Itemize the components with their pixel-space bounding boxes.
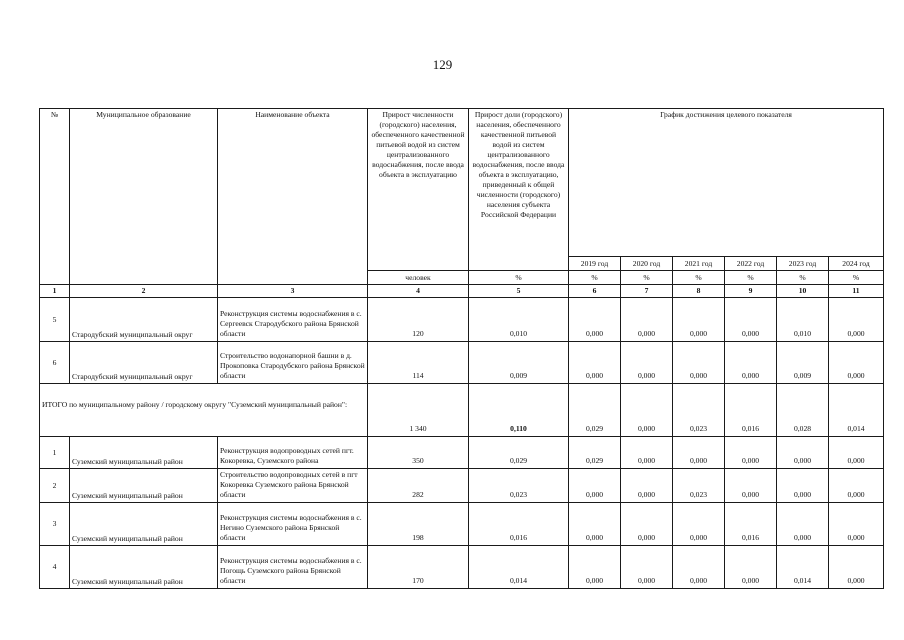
- table-row: [40, 546, 884, 589]
- unit-percent: %: [621, 271, 673, 285]
- row-2022: 0,016: [725, 503, 777, 546]
- unit-percent: %: [725, 271, 777, 285]
- header-municipality: Муниципальное образование: [70, 109, 218, 285]
- row-object: Строительство водопроводных сетей в пгт Кокоревка Суземского района Брянской области: [218, 469, 368, 503]
- row-no: 5: [40, 298, 70, 342]
- row-2019: 0,029: [569, 437, 621, 469]
- header-year-2021: 2021 год: [673, 257, 725, 271]
- row-2019: 0,000: [569, 469, 621, 503]
- row-2020: 0,000: [621, 342, 673, 384]
- total-2022: 0,016: [725, 384, 777, 437]
- row-object: Реконструкция водопроводных сетей пгт. Кокоревка, Суземского района: [218, 437, 368, 469]
- header-growth-share: Прирост доли (городского) населения, обеспеченного качественной питьевой водой из систем централизованного водоснабжения, после ввода объекта в эксплуатацию, приведенный к общей численности (городского) населения субъекта Российской Федерации: [469, 109, 569, 271]
- header-year-2019: 2019 год: [569, 257, 621, 271]
- row-2024: 0,000: [829, 546, 884, 589]
- header-growth-people: Прирост численности (городского) населения, обеспеченного качественной питьевой водой из систем централизованного водоснабжения, после ввода объекта в эксплуатацию: [368, 109, 469, 271]
- row-2024: 0,000: [829, 342, 884, 384]
- row-object: Реконструкция системы водоснабжения в с. Погощь Суземского района Брянской области: [218, 546, 368, 589]
- col-number: 2: [70, 285, 218, 298]
- row-2021: 0,000: [673, 546, 725, 589]
- row-no: 1: [40, 437, 70, 469]
- row-share: 0,023: [469, 469, 569, 503]
- col-number: 3: [218, 285, 368, 298]
- total-2023: 0,028: [777, 384, 829, 437]
- total-2021: 0,023: [673, 384, 725, 437]
- total-2020: 0,000: [621, 384, 673, 437]
- row-2024: 0,000: [829, 298, 884, 342]
- row-2023: 0,009: [777, 342, 829, 384]
- page-number: 129: [432, 57, 453, 72]
- row-2023: 0,014: [777, 546, 829, 589]
- row-municipality: Суземский муниципальный район: [70, 469, 218, 503]
- total-people: 1 340: [368, 384, 469, 437]
- row-2021: 0,000: [673, 503, 725, 546]
- row-municipality: Стародубский муниципальный округ: [70, 342, 218, 384]
- total-share: 0,110: [469, 384, 569, 437]
- table-row: [40, 437, 884, 469]
- row-share: 0,016: [469, 503, 569, 546]
- unit-percent: %: [829, 271, 884, 285]
- row-municipality: Суземский муниципальный район: [70, 437, 218, 469]
- row-no: 6: [40, 342, 70, 384]
- row-2023: 0,000: [777, 437, 829, 469]
- row-municipality: Стародубский муниципальный округ: [70, 298, 218, 342]
- table-row: [40, 298, 884, 342]
- row-municipality: Суземский муниципальный район: [70, 503, 218, 546]
- col-number: 7: [621, 285, 673, 298]
- col-number: 9: [725, 285, 777, 298]
- row-2019: 0,000: [569, 298, 621, 342]
- header-object: Наименование объекта: [218, 109, 368, 285]
- col-number: 6: [569, 285, 621, 298]
- row-object: Строительство водонапорной башни в д. Прокоповка Стародубского района Брянской области: [218, 342, 368, 384]
- row-2020: 0,000: [621, 298, 673, 342]
- row-2023: 0,010: [777, 298, 829, 342]
- header-year-2024: 2024 год: [829, 257, 884, 271]
- row-object: Реконструкция системы водоснабжения в с. Сергеевск Стародубского района Брянской области: [218, 298, 368, 342]
- total-2024: 0,014: [829, 384, 884, 437]
- unit-percent: %: [469, 271, 569, 285]
- row-share: 0,009: [469, 342, 569, 384]
- unit-people: человек: [368, 271, 469, 285]
- row-share: 0,010: [469, 298, 569, 342]
- row-2021: 0,023: [673, 469, 725, 503]
- row-2023: 0,000: [777, 503, 829, 546]
- total-2019: 0,029: [569, 384, 621, 437]
- row-2022: 0,000: [725, 437, 777, 469]
- header-no: №: [40, 109, 70, 285]
- header-year-2020: 2020 год: [621, 257, 673, 271]
- row-2020: 0,000: [621, 437, 673, 469]
- row-2024: 0,000: [829, 437, 884, 469]
- target-indicator-table: [39, 108, 884, 589]
- table-row: [40, 342, 884, 384]
- row-people: 350: [368, 437, 469, 469]
- col-number: 1: [40, 285, 70, 298]
- row-2019: 0,000: [569, 503, 621, 546]
- row-2020: 0,000: [621, 469, 673, 503]
- row-object: Реконструкция системы водоснабжения в с. Негино Суземского района Брянской области: [218, 503, 368, 546]
- row-2020: 0,000: [621, 546, 673, 589]
- unit-percent: %: [569, 271, 621, 285]
- row-people: 170: [368, 546, 469, 589]
- header-schedule: График достижения целевого показателя: [569, 109, 884, 257]
- row-no: 2: [40, 469, 70, 503]
- total-row: [40, 384, 884, 437]
- unit-percent: %: [777, 271, 829, 285]
- row-2019: 0,000: [569, 546, 621, 589]
- row-2019: 0,000: [569, 342, 621, 384]
- row-2022: 0,000: [725, 342, 777, 384]
- row-2020: 0,000: [621, 503, 673, 546]
- row-2023: 0,000: [777, 469, 829, 503]
- col-number: 5: [469, 285, 569, 298]
- table-row: [40, 469, 884, 503]
- row-people: 282: [368, 469, 469, 503]
- row-2022: 0,000: [725, 546, 777, 589]
- row-2022: 0,000: [725, 469, 777, 503]
- table-row: [40, 503, 884, 546]
- total-label: ИТОГО по муниципальному району / городскому округу "Суземский муниципальный район":: [40, 384, 368, 437]
- row-no: 4: [40, 546, 70, 589]
- row-2021: 0,000: [673, 298, 725, 342]
- row-share: 0,014: [469, 546, 569, 589]
- row-people: 198: [368, 503, 469, 546]
- row-2024: 0,000: [829, 469, 884, 503]
- col-number: 11: [829, 285, 884, 298]
- row-2024: 0,000: [829, 503, 884, 546]
- row-2021: 0,000: [673, 437, 725, 469]
- col-number: 10: [777, 285, 829, 298]
- col-number: 8: [673, 285, 725, 298]
- row-2022: 0,000: [725, 298, 777, 342]
- row-no: 3: [40, 503, 70, 546]
- row-municipality: Суземский муниципальный район: [70, 546, 218, 589]
- row-share: 0,029: [469, 437, 569, 469]
- col-number: 4: [368, 285, 469, 298]
- header-year-2023: 2023 год: [777, 257, 829, 271]
- row-people: 114: [368, 342, 469, 384]
- header-year-2022: 2022 год: [725, 257, 777, 271]
- row-2021: 0,000: [673, 342, 725, 384]
- unit-percent: %: [673, 271, 725, 285]
- row-people: 120: [368, 298, 469, 342]
